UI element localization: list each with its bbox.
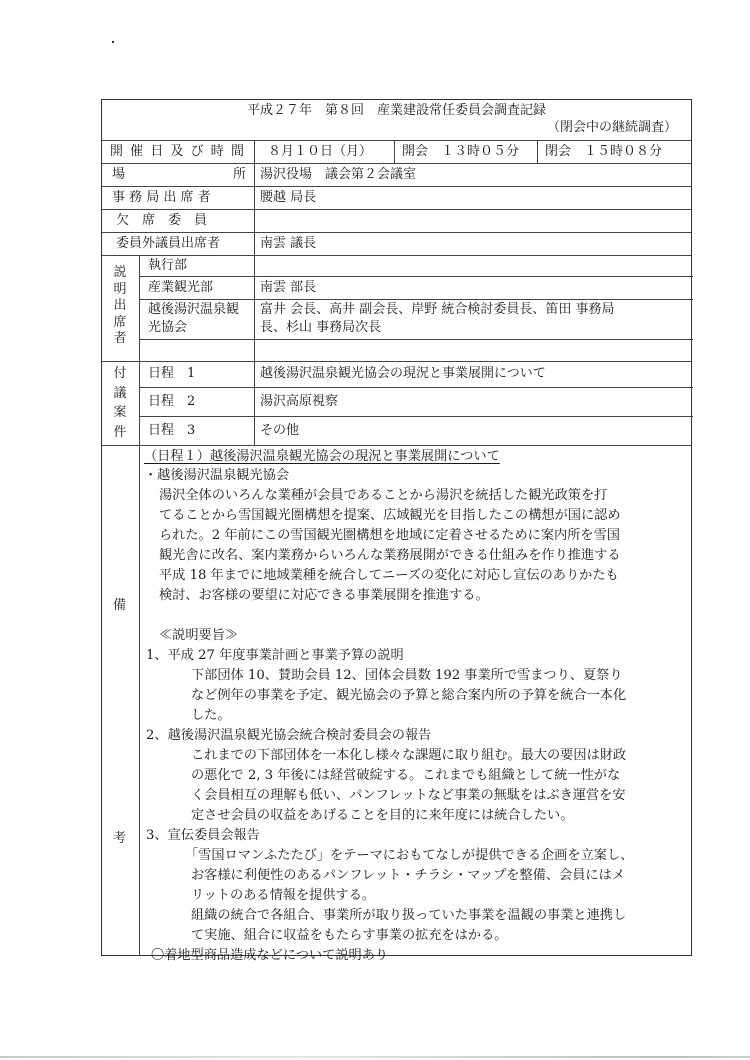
remarks-line: 平成 18 年までに地域業種を統合してニーズの変化に対応し宣伝のありかたも (159, 568, 619, 583)
place-value: 湯沢役場 議会第２会議室 (260, 167, 417, 182)
remarks-line: 組織の統合で各組合、事業所が取り扱っていた事業を温観の事業と連携し (191, 908, 627, 923)
document-title: 平成２７年 第８回 産業建設常任委員会調査記録 (246, 103, 546, 118)
non-member-label: 委員外議員出席者 (116, 236, 221, 251)
agenda-item-subject: 越後湯沢温泉観光協会の現況と事業展開について (260, 366, 546, 381)
remarks-line: 湯沢全体のいろんな業種が会員であることから湯沢を統括した観光政策を打 (159, 488, 608, 503)
explainer-names-line1: 富井 会長、高井 副会長、岸野 統合検討委員長、笛田 事務局 (260, 302, 615, 317)
meeting-time-label: 開 催 日 及 び 時 間 (110, 144, 246, 159)
numbered-item-1: 1、平成 27 年度事業計画と事業予算の説明 (146, 648, 404, 663)
explainer-dept: 産業観光部 (148, 280, 214, 295)
secretariat-value: 腰越 局長 (260, 190, 317, 205)
remarks-line: の悪化で 2, 3 年後には経営破綻する。これまでも組織として統一性がな (191, 768, 621, 783)
document-subtitle: （閉会中の継続調査） (546, 120, 677, 135)
remarks-line: した。 (191, 708, 231, 723)
meeting-close-time: 閉会 １５時０８分 (545, 144, 663, 159)
scan-edge (0, 1056, 750, 1058)
remarks-line: てることから雪国観光圏構想を提案、広域観光を目指したこの構想が国に認め (159, 508, 621, 523)
numbered-item-3: 3、宣伝委員会報告 (146, 828, 260, 843)
explainer-names: 南雲 部長 (260, 280, 317, 295)
absent-label: 欠 席 委 員 (116, 213, 208, 228)
remarks-line: て実施、組合に収益をもたらす事業の拡充をはかる。 (191, 928, 508, 943)
remarks-line: られた。2 年前にこの雪国観光圏構想を地域に定着させるために案内所を雪国 (159, 528, 620, 543)
explainer-dept-line1: 越後湯沢温泉観 (148, 302, 240, 317)
remarks-line: これまでの下部団体を一本化し様々な課題に取り組む。最大の要因は財政 (191, 748, 627, 763)
place-label-a: 場 (112, 167, 126, 182)
remarks-line: 定させ会員の収益をあげることを目的に来年度には統合したい。 (191, 808, 574, 823)
secretariat-label: 事 務 局 出 席 者 (112, 190, 211, 205)
numbered-item-2: 2、越後湯沢温泉観光協会統合検討委員会の報告 (146, 728, 432, 743)
remarks-label-bottom: 考 (113, 831, 127, 846)
agenda-item-subject: 湯沢高原視察 (260, 394, 339, 409)
remarks-line: お客様に利便性のあるパンフレット・チラシ・マップを整備、会員にはメ (191, 868, 625, 883)
agenda-item-number: 日程 1 (148, 366, 196, 381)
agenda-item-subject: その他 (260, 423, 300, 438)
remarks-label-top: 備 (113, 598, 127, 613)
meeting-record-table (101, 99, 692, 963)
remarks-line: 「雪国ロマンふたたび」をテーマにおもてなしが提供できる企画を立案し、 (185, 848, 634, 863)
remarks-line: く会員相互の理解も低い、パンフレットなど事業の無駄をはぶき運営を安 (191, 788, 626, 803)
explainers-group-label: 説 明 出 席 者 (113, 265, 127, 346)
explainer-dept: 執行部 (148, 258, 188, 273)
explainer-names-line2: 長、杉山 事務局次長 (260, 320, 382, 335)
remarks-line: 検討、お客様の要望に対応できる事業展開を推進する。 (159, 588, 489, 603)
remarks-line: など例年の事業を予定、観光協会の予算と総合案内所の予算を統合一本化 (191, 688, 627, 703)
non-member-value: 南雲 議長 (260, 236, 317, 251)
remarks-subheading: ・越後湯沢温泉観光協会 (144, 468, 290, 483)
remarks-line: 下部団体 10、賛助会員 12、団体会員数 192 事業所で雪まつり、夏祭り (191, 668, 623, 683)
agenda-item-number: 日程 2 (148, 394, 196, 409)
place-label-b: 所 (232, 167, 246, 182)
scan-speck (112, 41, 114, 43)
place-label (112, 167, 246, 183)
remarks-line: リットのある情報を提供する。 (191, 888, 376, 903)
explainer-dept-line2: 光協会 (148, 320, 188, 335)
meeting-open-time: 開会 １３時０５分 (402, 144, 520, 159)
remarks-note: 〇着地型商品造成などについて説明あり (151, 948, 389, 963)
explanation-summary-heading: ≪説明要旨≫ (159, 628, 239, 643)
remarks-line: 観光舎に改名、案内業務からいろんな業務展開ができる仕組みを作り推進する (159, 548, 621, 563)
agenda-item-number: 日程 3 (148, 423, 196, 438)
agenda-group-label: 付 議 案 件 (113, 366, 127, 440)
meeting-date: ８月１０日（月） (268, 144, 373, 159)
remarks-heading: （日程１）越後湯沢温泉観光協会の現況と事業展開について (144, 449, 500, 464)
